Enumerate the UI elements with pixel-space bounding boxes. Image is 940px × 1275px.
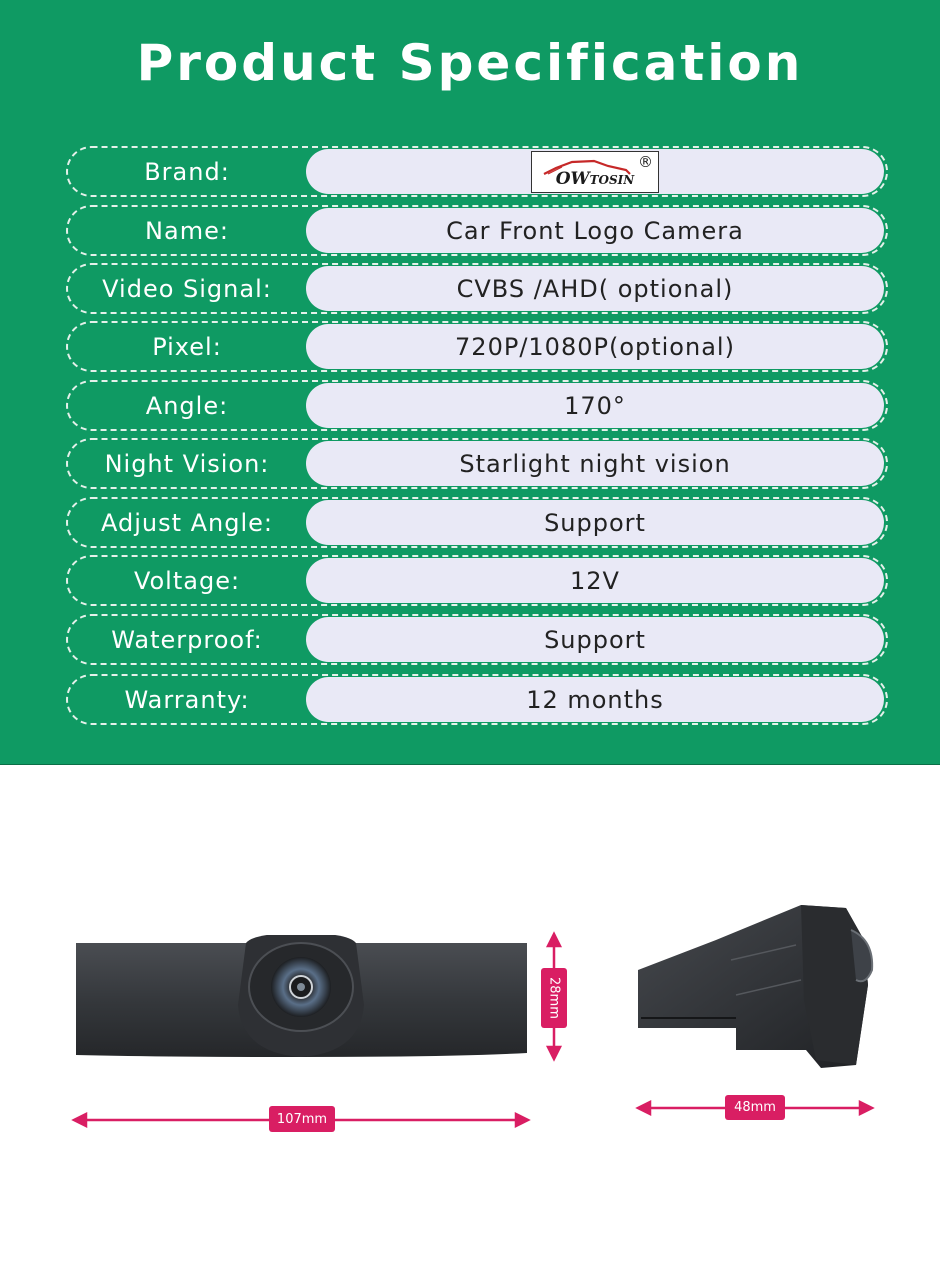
spec-label: Warranty:: [124, 685, 250, 714]
dimension-height-badge: 28mm: [541, 968, 567, 1028]
spec-label: Waterproof:: [111, 625, 263, 654]
spec-label: Angle:: [145, 391, 229, 420]
spec-row-pixel: [66, 321, 888, 372]
spec-row-waterproof: [66, 614, 888, 665]
brand-logo-text: OWTOSIN: [555, 168, 635, 189]
spec-row-adjust-angle: [66, 497, 888, 548]
spec-value: Car Front Logo Camera: [306, 208, 884, 253]
dimension-width-badge: 107mm: [269, 1106, 335, 1132]
page-title: Product Specification: [136, 34, 804, 92]
spec-row-warranty: [66, 674, 888, 725]
spec-label: Pixel:: [152, 332, 222, 361]
spec-row-brand: [66, 146, 888, 197]
spec-row-angle: [66, 380, 888, 431]
spec-label: Voltage:: [133, 566, 241, 595]
spec-value: Support: [306, 500, 884, 545]
spec-value-brand: [306, 149, 884, 194]
spec-value: 170°: [306, 383, 884, 428]
spec-label: Adjust Angle:: [100, 508, 274, 537]
camera-front-view: [74, 935, 529, 1060]
spec-value: 12V: [306, 558, 884, 603]
spec-label: Name:: [145, 216, 229, 245]
camera-side-view: [636, 900, 876, 1075]
spec-row-voltage: [66, 555, 888, 606]
spec-label: Video Signal:: [102, 274, 272, 303]
spec-value: Support: [306, 617, 884, 662]
spec-row-name: [66, 205, 888, 256]
spec-label: Brand:: [144, 157, 230, 186]
spec-row-video-signal: [66, 263, 888, 314]
car-outline-icon: [542, 156, 632, 176]
spec-label: Night Vision:: [104, 449, 270, 478]
spec-row-night-vision: [66, 438, 888, 489]
brand-logo: [531, 151, 659, 193]
spec-value: 720P/1080P(optional): [306, 324, 884, 369]
spec-value: CVBS /AHD( optional): [306, 266, 884, 311]
spec-value: 12 months: [306, 677, 884, 722]
spec-value: Starlight night vision: [306, 441, 884, 486]
dimension-depth-badge: 48mm: [725, 1095, 785, 1120]
registered-mark: ®: [638, 152, 654, 171]
